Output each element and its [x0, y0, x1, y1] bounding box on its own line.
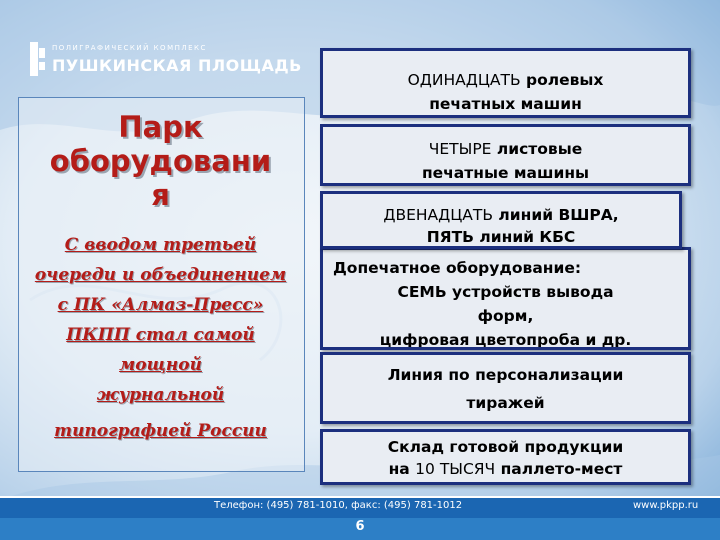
slide-title — [18, 110, 303, 212]
box-text: ПЯТЬ линий КБС — [426, 228, 576, 246]
box-text: печатные машины — [421, 164, 590, 182]
logo-mark-icon — [30, 42, 46, 76]
intro-line: очереди и объединением — [34, 265, 287, 285]
box-text: СЕМЬ устройств вывода — [397, 283, 614, 301]
box-text: ролевых — [525, 71, 604, 89]
info-box-warehouse — [320, 429, 691, 485]
title-line: оборудовани — [49, 144, 272, 178]
intro-text — [18, 230, 303, 446]
box-keyword: 10 ТЫСЯЧ — [415, 460, 496, 478]
logo-title: ПУШКИНСКАЯ ПЛОЩАДЬ — [52, 56, 302, 75]
box-text: на — [388, 460, 410, 478]
box-text: листовые — [496, 140, 583, 158]
company-logo — [30, 40, 302, 80]
info-box-sheet-presses — [320, 124, 691, 186]
box-text: Склад готовой продукции — [387, 438, 624, 456]
intro-line: с ПК «Алмаз-Пресс» — [57, 295, 264, 315]
title-line: Парк — [118, 110, 203, 144]
box-keyword: ДВЕНАДЦАТЬ — [383, 206, 493, 224]
box-keyword: ЧЕТЫРЕ — [428, 140, 492, 158]
footer-phone: Телефон: (495) 781-1010, факс: (495) 781-1012 — [214, 500, 463, 511]
box-text: цифровая цветопроба и др. — [379, 331, 632, 349]
title-line: я — [151, 178, 170, 212]
box-text: форм, — [477, 307, 534, 325]
box-text: тиражей — [466, 394, 545, 412]
logo-subtitle: ПОЛИГРАФИЧЕСКИЙ КОМПЛЕКС — [52, 44, 207, 52]
info-box-prepress — [320, 247, 691, 350]
page-number: 6 — [355, 519, 365, 534]
info-box-web-presses — [320, 48, 691, 118]
box-text: линий ВШРА, — [498, 206, 619, 224]
intro-line: мощной — [119, 355, 202, 375]
intro-line: типографией России — [54, 421, 267, 441]
box-text: Линия по персонализации — [387, 366, 624, 384]
box-text: печатных машин — [429, 95, 582, 113]
info-box-binding-lines — [320, 191, 682, 249]
intro-line: журнальной — [96, 385, 225, 405]
box-keyword: ОДИНАДЦАТЬ — [407, 71, 521, 89]
intro-line: С вводом третьей — [64, 235, 257, 255]
intro-line: ПКПП стал самой — [66, 325, 255, 345]
footer-website-link[interactable]: www.pkpp.ru — [633, 500, 699, 511]
info-box-personalization — [320, 352, 691, 424]
box-text: паллето-мест — [500, 460, 623, 478]
box-text: Допечатное оборудование: — [333, 259, 582, 277]
